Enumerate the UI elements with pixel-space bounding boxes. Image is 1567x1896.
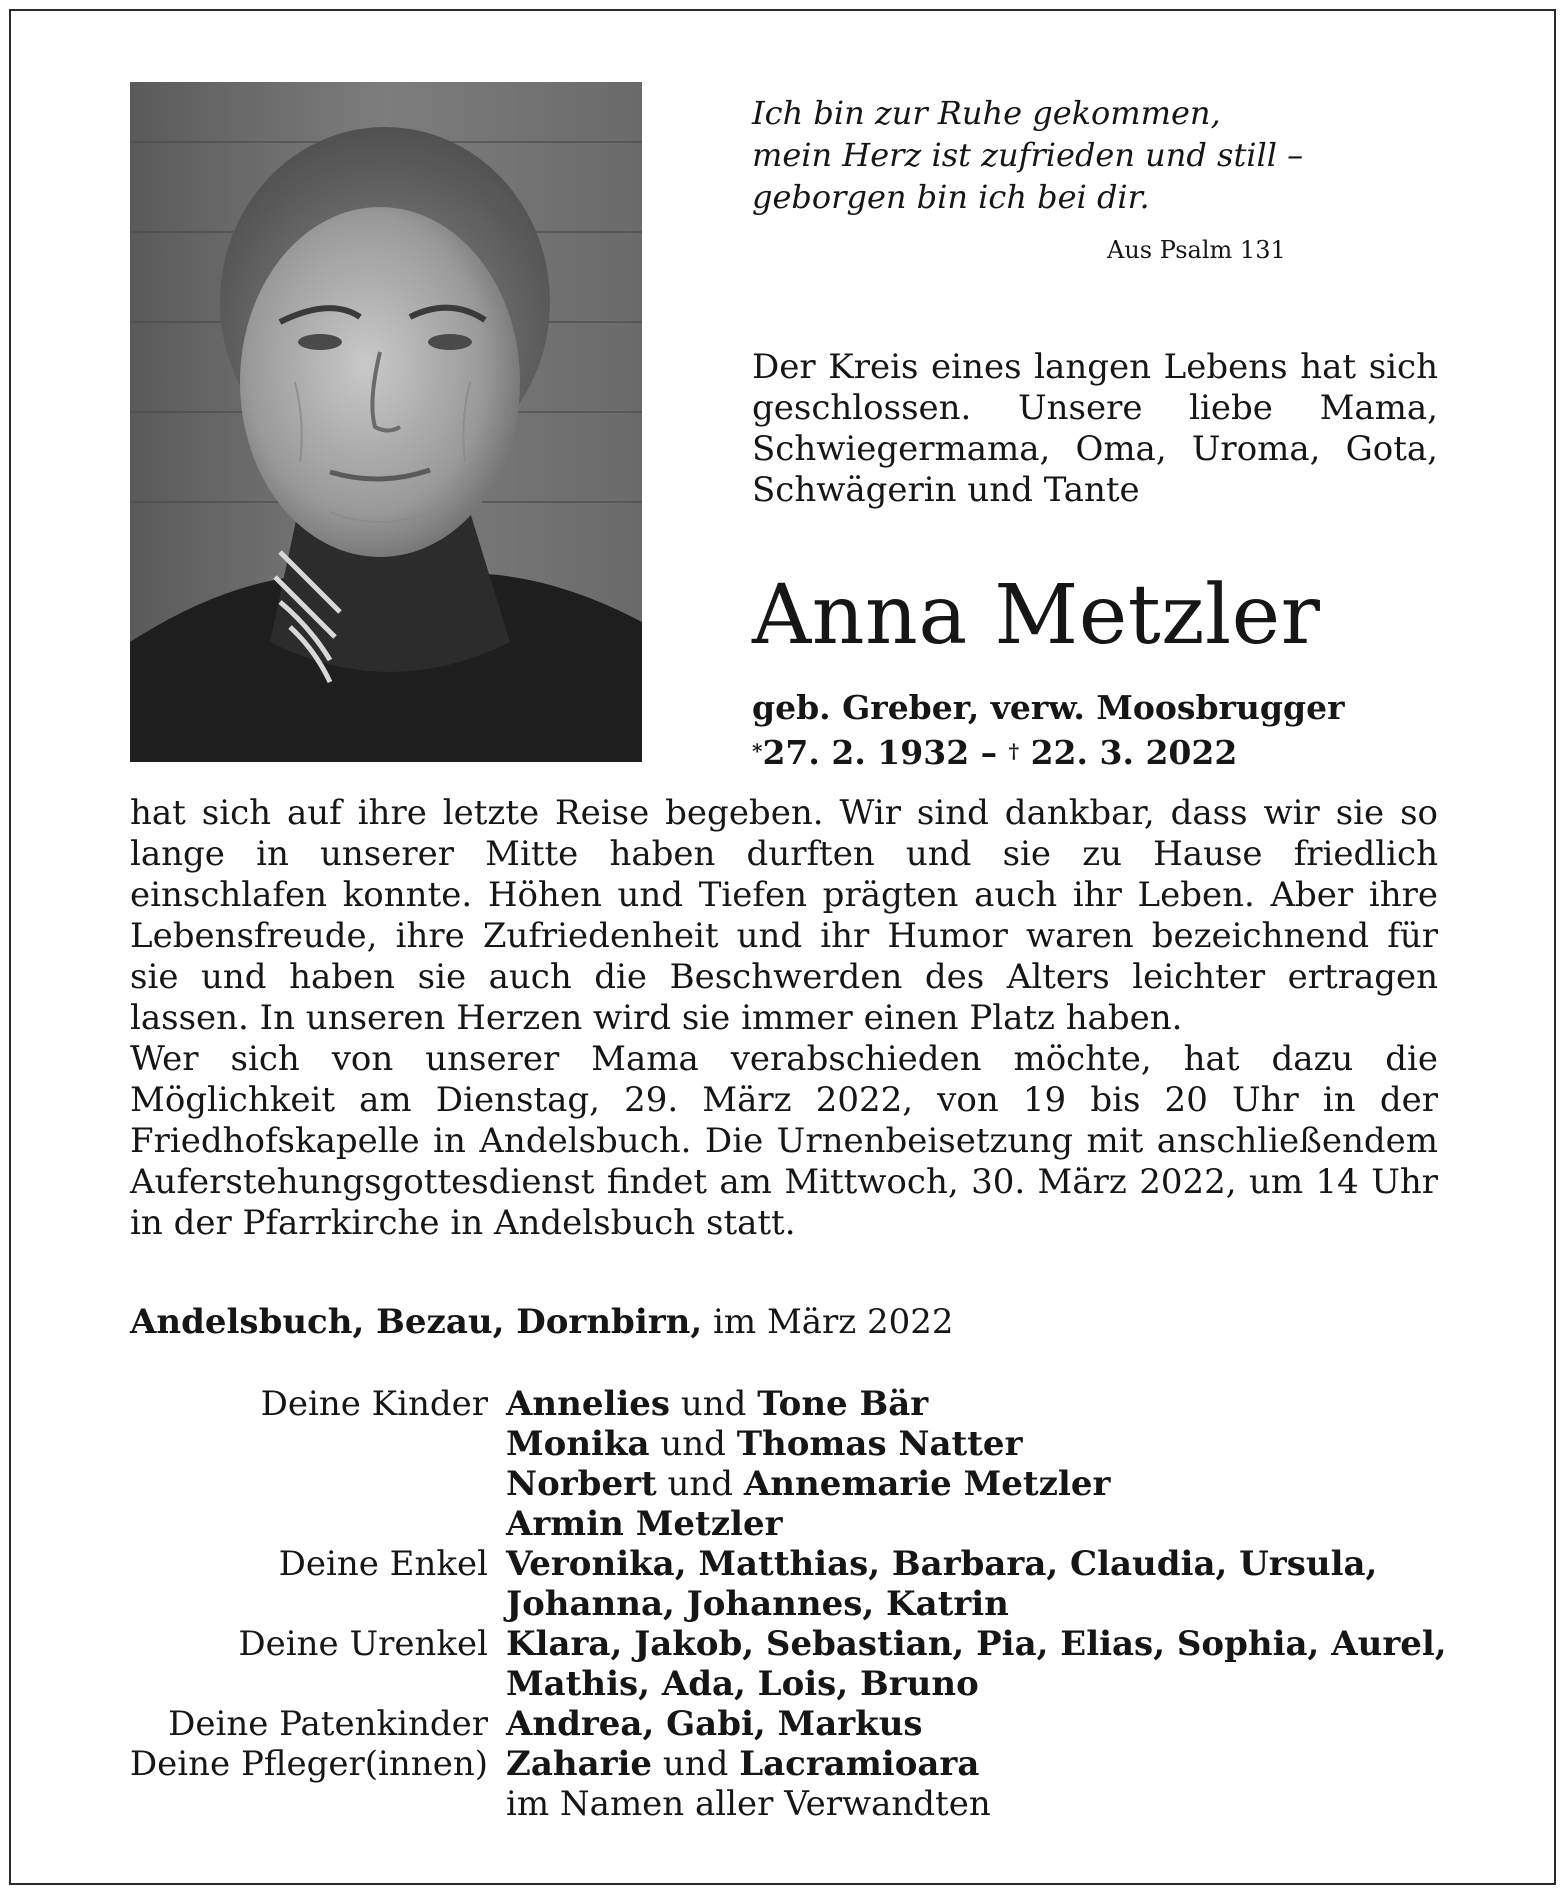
family-label: Deine Kinder: [260, 1384, 488, 1424]
body-paragraph: hat sich auf ihre letzte Reise begeben. Wir sind dankbar, dass wir sie so lange in unserer Mitte haben durften und sie zu Hause friedlich einschlafen konnte. Höhen und Tiefen prägten auch ihr Leben. Aber ihre Lebensfreude, ihre Zufriedenheit und ihr Humor waren bezeichnend für sie und haben sie auch die Beschwerden des Alters leichter ertragen lassen. In unseren Herzen wird sie immer einen Platz haben.: [130, 793, 1438, 1038]
life-dates: [752, 732, 1237, 774]
death-date: 22. 3. 2022: [1019, 733, 1238, 772]
family-label: Deine Enkel: [278, 1544, 488, 1584]
body-paragraph: Wer sich von unserer Mama verabschieden möchte, hat dazu die Möglichkeit am Dienstag, 29. März 2022, von 19 bis 20 Uhr in der Friedhofskapelle in Andelsbuch. Die Urnenbeisetzung mit anschließendem Auferstehungsgottesdienst findet am Mittwoch, 30. März 2022, um 14 Uhr in der Pfarrkirche in Andelsbuch statt.: [130, 1039, 1438, 1243]
intro-text: Der Kreis eines langen Lebens hat sich geschlossen. Unsere liebe Mama, Schwiegermama, Oma, Uroma, Gota, Schwägerin und Tante: [752, 347, 1438, 510]
birth-date: 27. 2. 1932 –: [762, 733, 1009, 772]
family-label: Deine Patenkinder: [168, 1704, 488, 1744]
family-line: Zaharie und Lacramioara: [506, 1744, 980, 1784]
birth-mark: *: [752, 739, 763, 763]
place-towns: Andelsbuch, Bezau, Dornbirn,: [130, 1302, 703, 1342]
family-label: Deine Pfleger(innen): [129, 1744, 488, 1784]
family-line: Klara, Jakob, Sebastian, Pia, Elias, Sophia, Aurel,: [506, 1624, 1447, 1664]
family-line: Annelies und Tone Bär: [506, 1384, 929, 1424]
portrait-illustration: [130, 82, 642, 762]
mourners-list: [110, 1384, 1447, 1824]
family-line: Norbert und Annemarie Metzler: [506, 1464, 1111, 1504]
family-line: Johanna, Johannes, Katrin: [506, 1584, 1009, 1624]
death-mark: †: [1008, 739, 1020, 763]
family-group-patenkinder: [110, 1704, 1440, 1744]
family-group-urenkel: [110, 1624, 1447, 1704]
psalm-quote: [752, 92, 1304, 218]
maiden-name: geb. Greber, verw. Moosbrugger: [752, 688, 1345, 727]
obituary-body: [130, 793, 1438, 1244]
family-line: Mathis, Ada, Lois, Bruno: [506, 1664, 979, 1704]
family-line: Veronika, Matthias, Barbara, Claudia, Ursula,: [506, 1544, 1378, 1584]
family-group-kinder: [110, 1384, 1440, 1544]
portrait-photo: [130, 82, 642, 762]
family-line: Armin Metzler: [506, 1504, 783, 1544]
closing-line: im Namen aller Verwandten: [506, 1784, 991, 1824]
quote-line: mein Herz ist zufrieden und still –: [752, 136, 1304, 174]
place-month: im März 2022: [702, 1302, 954, 1342]
family-group-enkel: [110, 1544, 1440, 1624]
quote-line: Ich bin zur Ruhe gekommen,: [752, 94, 1221, 132]
place-date: [130, 1302, 954, 1342]
family-line: Monika und Thomas Natter: [506, 1424, 1023, 1464]
quote-source: Aus Psalm 131: [1107, 236, 1286, 264]
family-line: Andrea, Gabi, Markus: [506, 1704, 923, 1744]
quote-line: geborgen bin ich bei dir.: [752, 178, 1150, 216]
deceased-name: Anna Metzler: [752, 568, 1321, 663]
family-group-pfleger: [110, 1744, 1440, 1824]
family-label: Deine Urenkel: [238, 1624, 488, 1664]
